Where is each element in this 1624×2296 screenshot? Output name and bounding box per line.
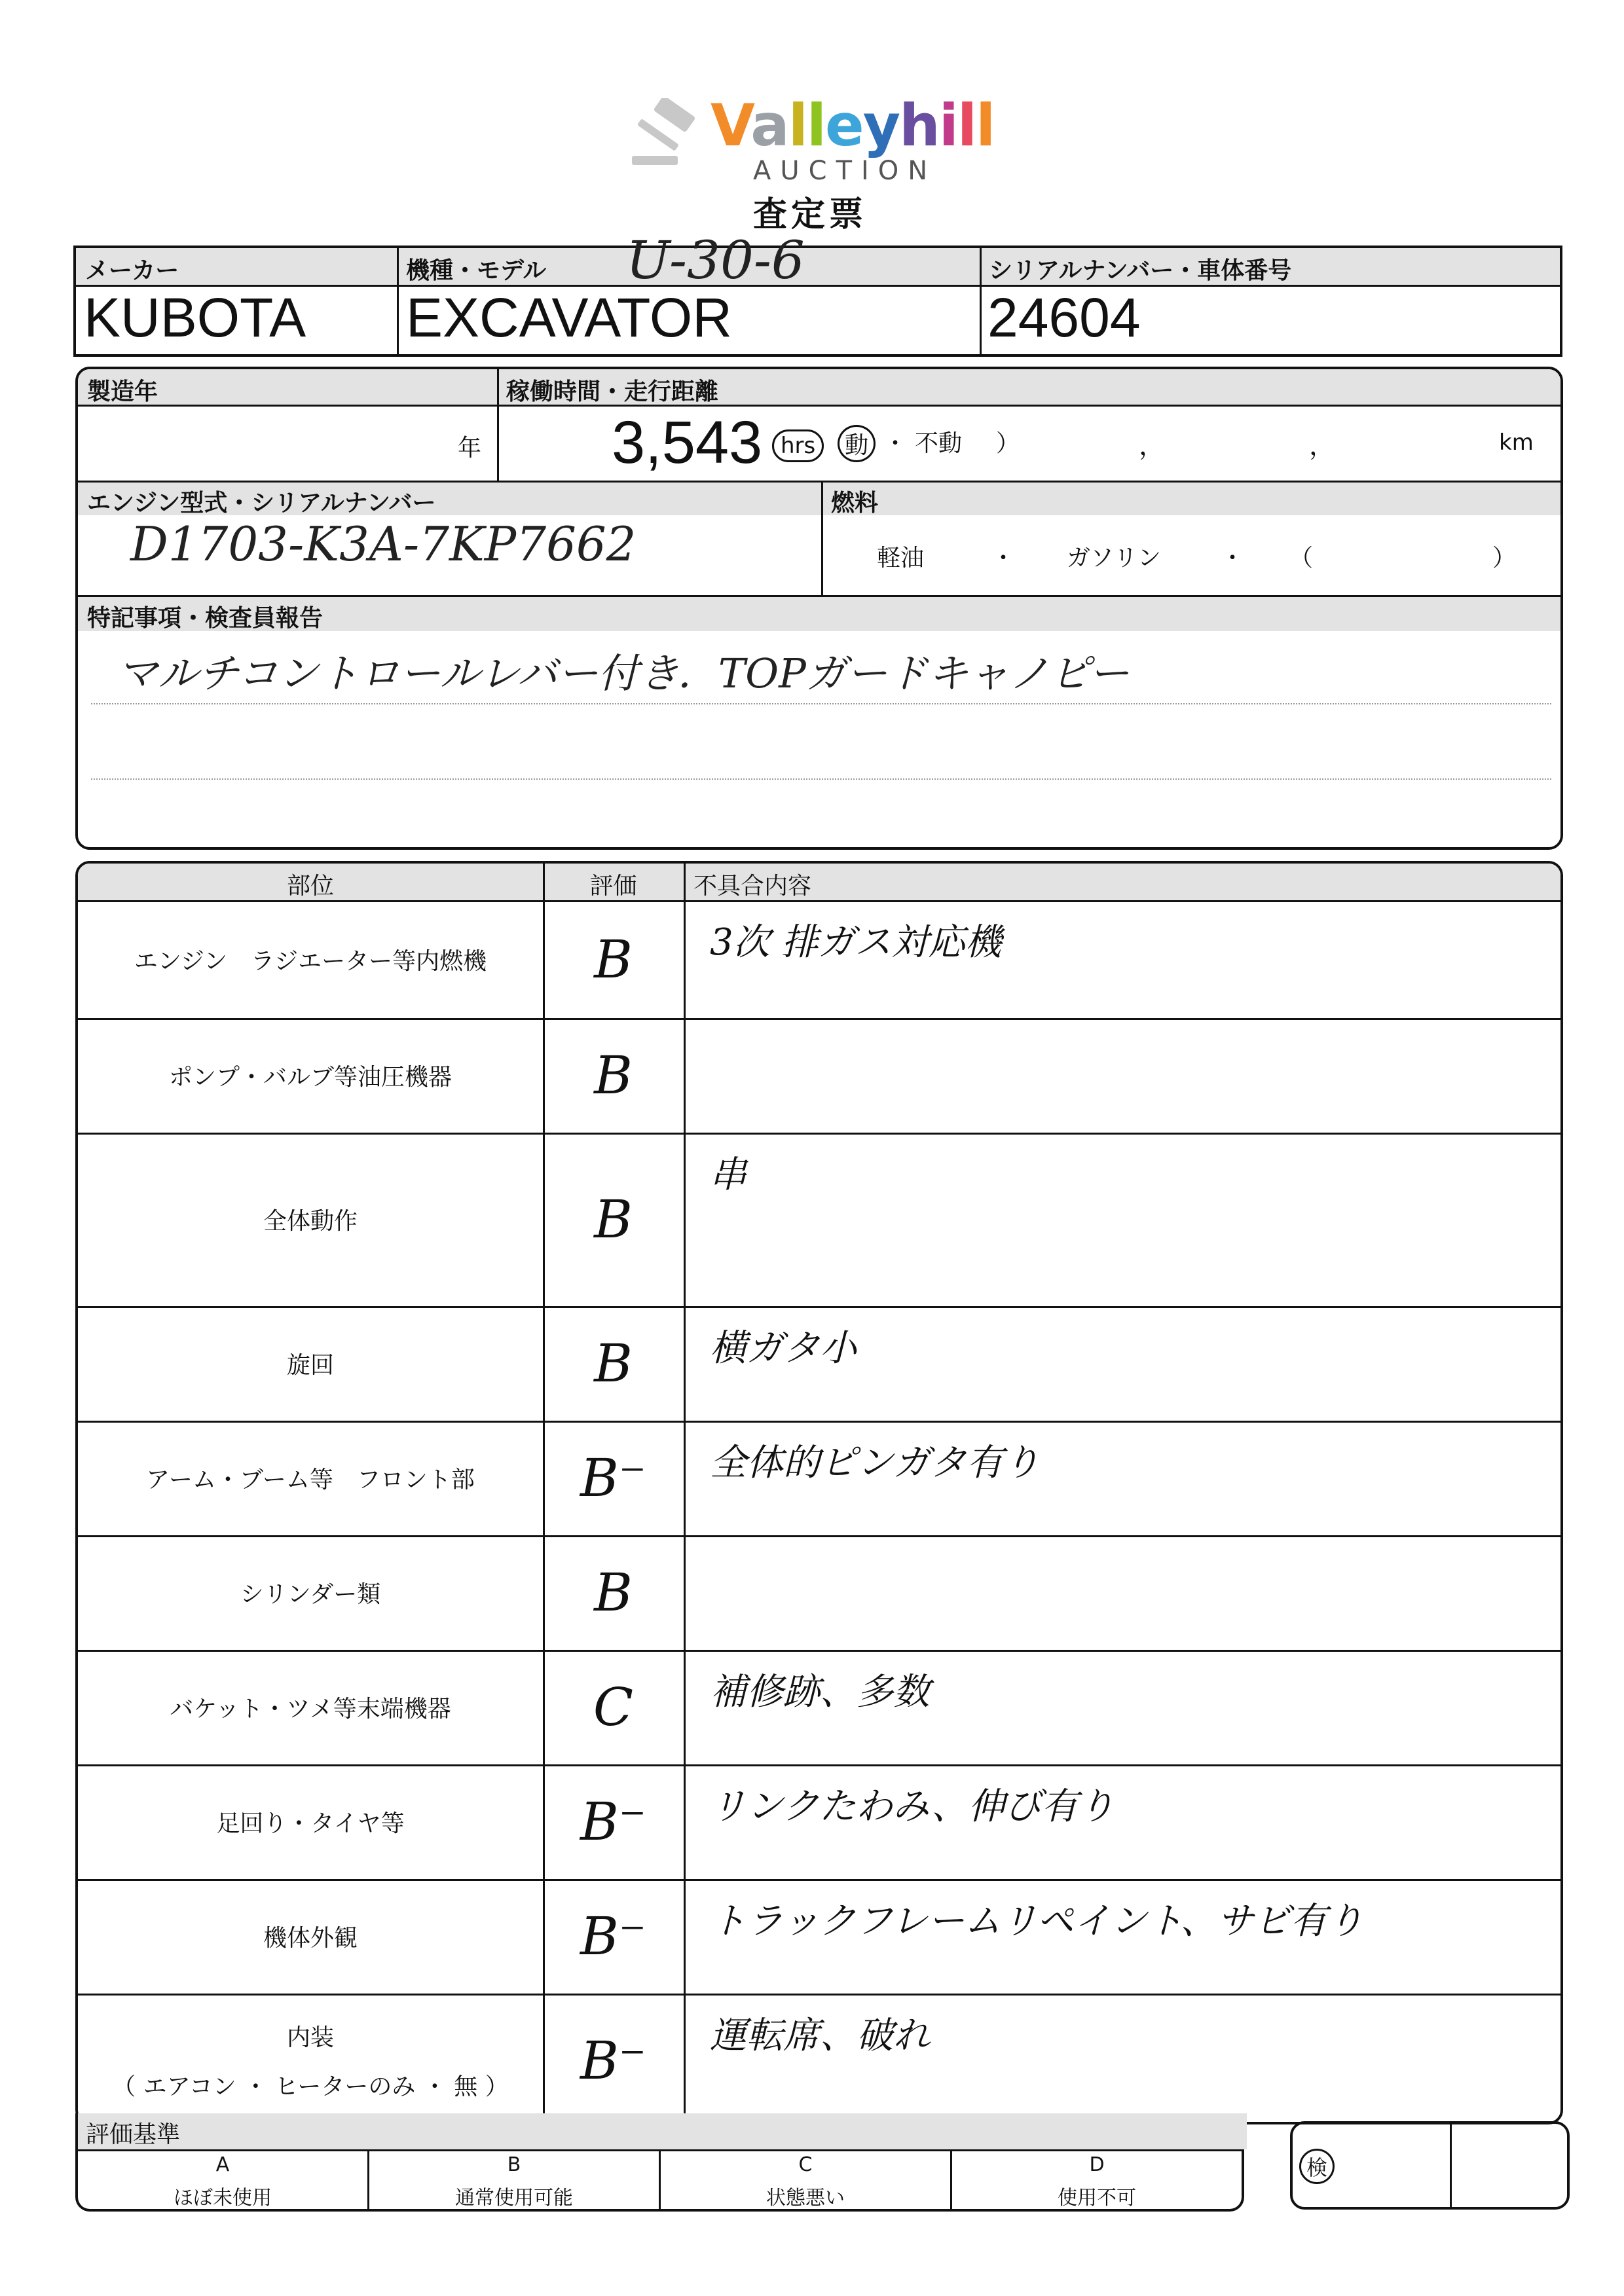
col-defect-header: 不具合内容 [693, 873, 812, 900]
inspector-stamp-mark: 検 [1299, 2149, 1335, 2184]
row-grade: B⁻ [580, 2030, 646, 2091]
km-comma-2: ， [1309, 431, 1335, 461]
criteria-item [78, 2149, 369, 2212]
criteria-grade: D [1089, 2153, 1105, 2176]
criteria-label: 評価基準 [86, 2121, 181, 2148]
logo-letter: h [899, 92, 939, 159]
row-grade: B [594, 928, 633, 990]
remarks-value: マルチコントロールレバー付き．TOPガードキャノピー [117, 649, 1130, 697]
logo-letter: a [750, 92, 788, 159]
criteria-grade: A [215, 2153, 230, 2176]
year-label: 製造年 [87, 378, 158, 405]
hours-value: 3,543 [612, 409, 763, 476]
logo-text [710, 92, 994, 159]
row-part-label: エンジン ラジエーター等内燃機 [134, 947, 487, 975]
criteria-desc: 状態悪い [766, 2187, 845, 2210]
remarks-line-2 [91, 778, 1551, 780]
vehicle-info-box [73, 230, 1562, 357]
criteria-item [661, 2149, 952, 2212]
km-unit: km [1499, 429, 1534, 456]
logo-letter: i [938, 92, 957, 159]
criteria-grade: C [798, 2153, 813, 2176]
row-part-label [78, 1994, 543, 2124]
status-paren-close: ） [996, 430, 1020, 457]
row-grade: B [594, 1562, 633, 1623]
row-part-label: 機体外観 [263, 1925, 358, 1952]
row-grade: B [594, 1045, 633, 1106]
row-part-label: 旋回 [286, 1352, 334, 1379]
row-part-label: 全体動作 [263, 1208, 358, 1235]
row-part-label: ポンプ・バルブ等油圧機器 [168, 1064, 452, 1091]
row-grade: B [594, 1189, 633, 1250]
maker-value: KUBOTA [84, 287, 306, 348]
row-grade: B⁻ [580, 1906, 646, 1967]
fuel-label: 燃料 [831, 490, 879, 517]
criteria-grade: B [507, 2153, 521, 2176]
row-part-label: アーム・ブーム等 フロント部 [146, 1467, 475, 1493]
row-grade: B [594, 1333, 633, 1394]
engine-label: エンジン型式・シリアルナンバー [87, 490, 436, 517]
logo-letter: l [957, 92, 976, 159]
row-defect [684, 1018, 1561, 1133]
col-grade-header: 評価 [589, 873, 637, 900]
model-handwritten: U-30-6 [626, 230, 805, 291]
logo-letter: l [788, 92, 807, 159]
criteria-desc: 通常使用可能 [455, 2187, 573, 2210]
year-unit: 年 [458, 435, 482, 462]
engine-value: D1703-K3A-7KP7662 [130, 517, 637, 572]
row-defect: 補修跡、多数 [710, 1671, 930, 1713]
serial-value: 24604 [987, 287, 1141, 348]
hours-label: 稼働時間・走行距離 [506, 378, 719, 405]
criteria-item [369, 2149, 661, 2212]
row-grade: C [593, 1677, 634, 1738]
inspector-stamp-box [1290, 2121, 1570, 2210]
remarks-line-1 [91, 703, 1551, 704]
criteria-desc: ほぼ未使用 [174, 2187, 272, 2210]
logo-letter: l [976, 92, 995, 159]
row-part-sub: （ エアコン ・ ヒーターのみ ・ 無 ） [112, 2073, 509, 2100]
row-grade: B⁻ [580, 1448, 646, 1508]
gavel-icon [629, 98, 707, 170]
fuel-diesel: 軽油 [877, 545, 925, 572]
status-not-moving: 不動 [915, 430, 963, 457]
criteria-desc: 使用不可 [1058, 2187, 1136, 2210]
row-defect: 串 [710, 1154, 747, 1196]
row-defect: 運転席、破れ [710, 2014, 930, 2057]
logo-subtitle: AUCTION [753, 156, 937, 186]
criteria-box [75, 2113, 1244, 2212]
row-defect: 横ガタ小 [710, 1327, 857, 1370]
fuel-dot-2: ・ [1221, 545, 1245, 572]
km-comma-1: ， [1139, 431, 1165, 461]
row-part-label: バケット・ツメ等末端機器 [170, 1696, 451, 1722]
row-part-label: シリンダー類 [240, 1581, 381, 1608]
status-moving: 動 [838, 425, 876, 462]
row-defect [684, 1535, 1561, 1650]
row-part-label: 足回り・タイヤ等 [216, 1810, 405, 1837]
serial-label: シリアルナンバー・車体番号 [989, 257, 1292, 284]
details-box [75, 367, 1563, 850]
inspection-table [75, 861, 1563, 2124]
fuel-gasoline: ガソリン [1067, 545, 1162, 572]
row-defect: リンクたわみ、伸び有り [710, 1785, 1115, 1828]
model-label: 機種・モデル [406, 257, 547, 284]
row-defect: 3次 排ガス対応機 [710, 921, 1002, 964]
row-part-main: 内装 [286, 2024, 334, 2051]
row-grade: B⁻ [580, 1791, 646, 1852]
row-defect: トラックフレームリペイント、サビ有り [710, 1900, 1364, 1942]
fuel-other-close: ） [1492, 545, 1517, 572]
logo-letter: y [862, 92, 900, 159]
row-defect: 全体的ピンガタ有り [710, 1442, 1040, 1484]
logo-letter: l [806, 92, 826, 159]
maker-label: メーカー [85, 257, 179, 284]
fuel-dot-1: ・ [991, 545, 1016, 572]
logo-letter: e [825, 92, 863, 159]
hours-unit: hrs [772, 429, 824, 462]
remarks-label: 特記事項・検査員報告 [87, 605, 323, 632]
fuel-other-open: （ [1289, 545, 1314, 572]
logo-letter: V [710, 92, 751, 159]
model-value: EXCAVATOR [406, 287, 732, 348]
col-part-header: 部位 [286, 873, 334, 900]
status-separator: ・ [883, 430, 908, 457]
document-title: 査定票 [753, 195, 868, 234]
criteria-item [952, 2149, 1242, 2212]
